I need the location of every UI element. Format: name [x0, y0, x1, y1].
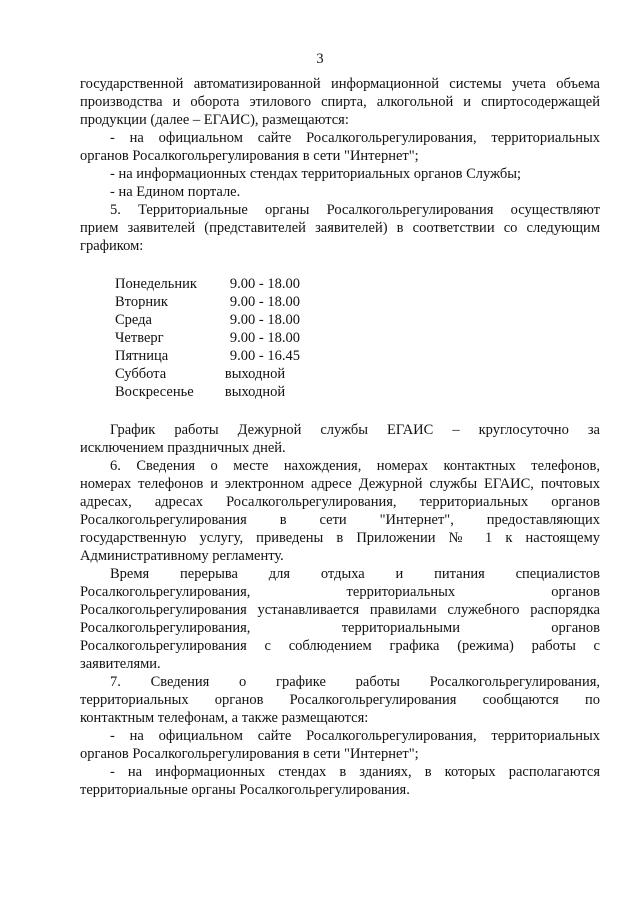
text-line: Росалкогольрегулирования, территориальными органов — [80, 620, 600, 636]
schedule-table — [115, 275, 600, 401]
text-line: Росалкогольрегулирования с соблюдением графика (режима) работы с — [80, 638, 600, 654]
text-line: производства и оборота этилового спирта, алкогольной и спиртосодержащей — [80, 94, 600, 110]
bullet-line: - на официальном сайте Росалкогольрегулирования, территориальных — [110, 130, 600, 146]
text-line: 6. Сведения о месте нахождения, номерах контактных телефонов, — [110, 458, 600, 474]
schedule-time: 9.00 - 16.45 — [229, 348, 300, 364]
schedule-time: выходной — [224, 366, 286, 382]
schedule-time: 9.00 - 18.00 — [229, 294, 300, 310]
schedule-day: Воскресенье — [115, 384, 194, 400]
text-line: График работы Дежурной службы ЕГАИС – круглосуточно за — [110, 422, 600, 438]
schedule-day: Четверг — [115, 330, 164, 346]
schedule-time: 9.00 - 18.00 — [229, 276, 300, 292]
text-line: Административному регламенту. — [80, 548, 284, 564]
text-line: заявителями. — [80, 656, 161, 672]
text-line: графиком: — [80, 238, 144, 254]
schedule-row — [115, 365, 600, 383]
schedule-time: 9.00 - 18.00 — [229, 330, 300, 346]
text-line: исключением праздничных дней. — [80, 440, 286, 456]
bullet-line: территориальные органы Росалкогольрегулирования. — [80, 782, 410, 798]
schedule-row — [115, 383, 600, 401]
schedule-day: Пятница — [115, 348, 169, 364]
bullet-line: - на информационных стендах территориальных органов Службы; — [110, 166, 522, 182]
bullet-line: - на Едином портале. — [110, 184, 241, 200]
schedule-time: 9.00 - 18.00 — [229, 312, 300, 328]
schedule-time: выходной — [224, 384, 286, 400]
text-line: адресах, адресах Росалкогольрегулирования, территориальных органов — [80, 494, 600, 510]
text-line: 7. Сведения о графике работы Росалкогольрегулирования, — [110, 674, 600, 690]
text-line: 5. Территориальные органы Росалкогольрегулирования осуществляют — [110, 202, 600, 218]
text-line: номерах телефонов и электронном адресе Дежурной службы ЕГАИС, почтовых — [80, 476, 600, 492]
schedule-row — [115, 329, 600, 347]
text-line: контактным телефонам, а также размещаются: — [80, 710, 369, 726]
schedule-row — [115, 347, 600, 365]
text-line: Росалкогольрегулирования устанавливается правилами служебного распорядка — [80, 602, 600, 618]
schedule-day: Среда — [115, 312, 152, 328]
schedule-day: Понедельник — [115, 276, 197, 292]
schedule-row — [115, 311, 600, 329]
text-line: прием заявителей (представителей заявителей) в соответствии со следующим — [80, 220, 600, 236]
bullet-line: - на официальном сайте Росалкогольрегулирования, территориальных — [110, 728, 600, 744]
bullet-line: - на информационных стендах в зданиях, в которых располагаются — [110, 764, 600, 780]
text-line: Росалкогольрегулирования, территориальных органов — [80, 584, 600, 600]
schedule-day: Суббота — [115, 366, 167, 382]
bullet-line: органов Росалкогольрегулирования в сети "Интернет"; — [80, 148, 419, 164]
page-number: 3 — [316, 51, 324, 67]
text-line: Время перерыва для отдыха и питания специалистов — [110, 566, 600, 582]
bullet-line: органов Росалкогольрегулирования в сети "Интернет"; — [80, 746, 419, 762]
text-line: территориальных органов Росалкогольрегулирования сообщаются по — [80, 692, 600, 708]
text-line: Росалкогольрегулирования в сети "Интернет", предоставляющих — [80, 512, 600, 528]
text-line: продукции (далее – ЕГАИС), размещаются: — [80, 112, 349, 128]
schedule-day: Вторник — [115, 294, 168, 310]
schedule-row — [115, 293, 600, 311]
schedule-row — [115, 275, 600, 293]
text-line: государственной автоматизированной информационной системы учета объема — [80, 76, 600, 92]
document-body — [80, 75, 600, 799]
text-line: государственную услугу, приведены в Приложении № 1 к настоящему — [80, 530, 600, 546]
